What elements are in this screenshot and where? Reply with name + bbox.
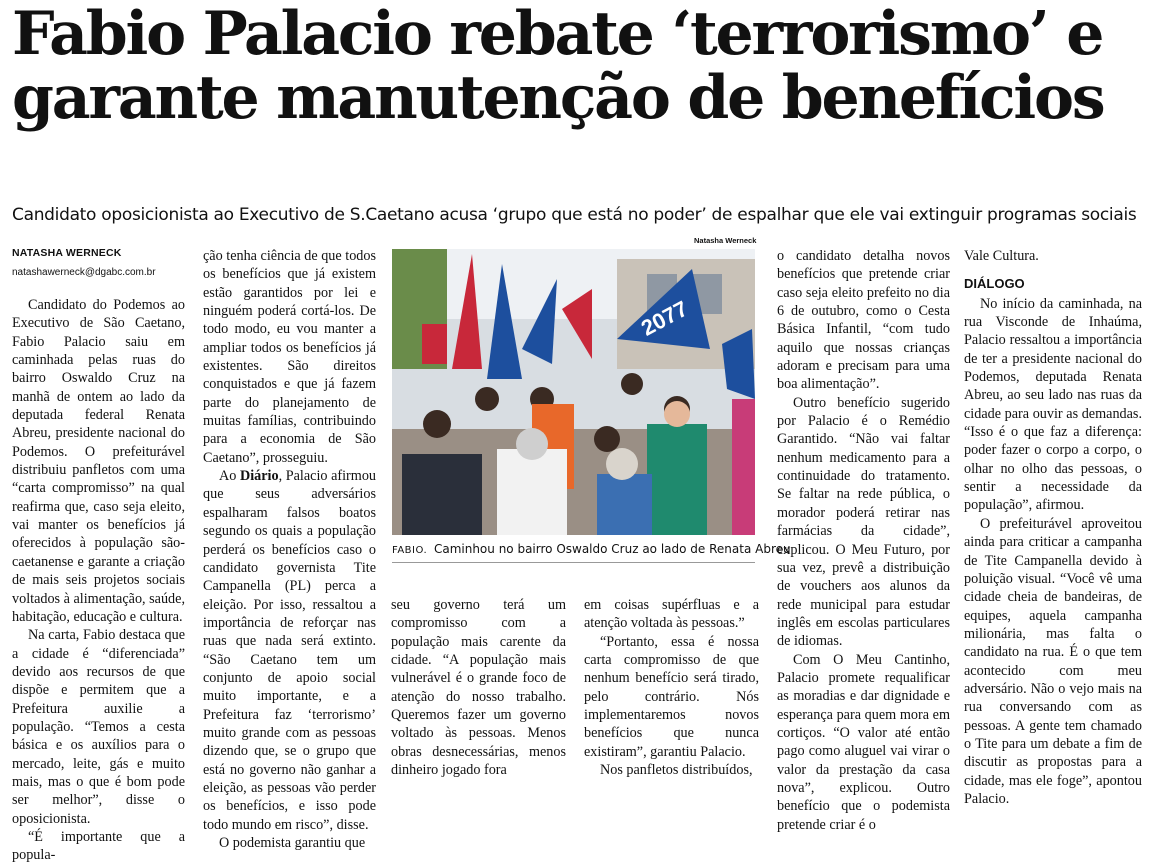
article-column-4	[584, 596, 759, 779]
paragraph: ção tenha ciência de que todos os benefícios que já existem estão garantidos por lei e ninguém poderá cortá-los. De todo modo, eu vou manter a ampliar todos os benefícios já existentes. São direitos conquistados e que já fazem parte do planejamento de muitas famílias, contribuindo para a economia de São Caetano”, prosseguiu.	[203, 248, 376, 466]
caption-text: Caminhou no bairro Oswaldo Cruz ao lado de Renata Abreu	[433, 542, 791, 556]
paragraph: No início da caminhada, na rua Visconde de Inhaúma, Palacio ressaltou a importância de ter a presidente nacional do Podemos, deputada Renata Abreu, ao seu lado nas ruas da cidade para ouvir as demandas. “Isso é o que faz a diferença: poder fazer o corpo a corpo, o olhar no olho das pessoas, o sentir a necessidade da população”, afirmou.	[964, 295, 1142, 514]
paragraph: Com O Meu Cantinho, Palacio promete requalificar as moradias e dar dignidade e esperança para quem mora em cortiços. “O valor até então pago como aluguel vai virar o valor da prestação da casa nova”, explicou. Outro benefício que o podemista pretende criar é o	[777, 651, 950, 833]
headline-line-1: Fabio Palacio rebate ‘terrorismo’ e	[12, 0, 1103, 69]
article-column-1	[12, 296, 185, 864]
paragraph: Outro benefício sugerido por Palacio é o Remédio Garantido. “Não vai faltar nenhum medicamento para a continuidade do tratamento. Se faltar na rede pública, o morador poderá retirar nas farmácias da cidade”, explicou. O Meu Futuro, por sua vez, prevê a distribuição de vouchers aos alunos da rede municipal para estudar inglês em escolas particulares de idiomas.	[777, 394, 950, 650]
newspaper-name: Diário	[239, 468, 279, 485]
paragraph: em coisas supérfluas e a atenção voltada às pessoas.”	[584, 597, 759, 632]
author-name: NATASHA WERNECK	[12, 247, 122, 259]
photo-caption	[392, 541, 791, 559]
campaign-photo	[392, 249, 755, 535]
paragraph: Candidato do Podemos ao Executivo de São Caetano, Fabio Palacio saiu em caminhada pelas ruas do bairro Oswaldo Cruz na manhã de ontem ao lado da deputada federal Renata Abreu, presidente nacional do Podemos. O prefeiturável distribuiu panfletos com uma “carta compromisso” na qual reafirma que, caso seja eleito, vai manter os benefícios já oferecidos à população são-caetanense e garante a criação de mais seis projetos sociais voltados à alimentação, saúde, habitação, educação e cultura.	[12, 297, 185, 625]
paragraph: O podemista garantiu que	[219, 835, 366, 851]
paragraph: Vale Cultura.	[964, 248, 1039, 264]
paragraph: Nos panfletos distribuídos,	[600, 762, 753, 779]
paragraph	[203, 467, 376, 834]
article-column-2	[203, 247, 377, 851]
paragraph: “É importante que a popula-	[12, 828, 185, 864]
photo-credit: Natasha Werneck	[694, 236, 757, 245]
article-column-5	[777, 247, 950, 833]
author-email[interactable]: natashawerneck@dgabc.com.br	[12, 267, 156, 278]
section-heading: DIÁLOGO	[964, 276, 1025, 292]
paragraph: o candidato detalha novos benefícios que pretende criar caso seja eleito prefeito no dia 6 de outubro, como o Cesta Básica Infantil, “com tudo aquilo que nossas crianças adoram e precisam para uma boa alimentação”.	[777, 248, 950, 393]
campaign-photo-illustration	[392, 249, 755, 535]
caption-divider	[392, 562, 755, 563]
text: Ao	[219, 468, 237, 485]
caption-credit: FABIO.	[392, 545, 428, 556]
article-column-6	[964, 247, 1142, 807]
paragraph: “Portanto, essa é nossa carta compromisso de que nenhum benefício será tirado, pelo contrário. Nós implementaremos novos benefícios que nunca existiram”, garantiu Palacio.	[584, 633, 759, 760]
subheadline: Candidato oposicionista ao Executivo de S.Caetano acusa ‘grupo que está no poder’ de espalhar que ele vai extinguir programas sociais	[12, 205, 1137, 225]
headline-line-2: garante manutenção de benefícios	[12, 63, 1104, 133]
paragraph: O prefeiturável aproveitou ainda para criticar a campanha de Tite Campanella devido à poluição visual. “Você vê uma cidade cheia de bandeiras, de equipes, aquela campanha milionária, mas falta o candidato na rua. É o que tem acontecido com meu adversário. Não o vejo mais na rua conversando com as pessoas. A gente tem chamado o Tite para um debate a fim de discutir as propostas para a cidade, mas ele foge”, apontou Palacio.	[964, 515, 1142, 807]
article-column-3	[391, 596, 566, 779]
text: , Palacio afirmou que seus adversários espalharam falsos boatos segundo os quais a população perderá os benefícios caso o candidato governista Tite Campanella (PL) perca a eleição. Por isso, ressaltou a importância de reforçar nas ruas que nada será extinto. “São Caetano tem um conjunto de apoio social muito importante, e a Prefeitura faz ‘terrorismo’ muito grande com as pessoas dizendo que, se o grupo que está no governo não ganhar a eleição, as pessoas vão perder os benefícios, e isso pode todo mundo em risco”, disse.	[203, 468, 377, 833]
paragraph: Na carta, Fabio destaca que a cidade é “diferenciada” devido aos recursos de que dispõe e permitem que a Prefeitura auxilie a população. “Temos a cesta básica e os auxílios para o mercado, leite, gás e muito mais, mas o que é bom pode ser melhor”, disse o oposicionista.	[12, 627, 185, 827]
flag-number: 2077	[636, 295, 692, 341]
headline	[12, 0, 1147, 133]
byline	[12, 247, 192, 278]
paragraph: seu governo terá um compromisso com a população mais carente da cidade. “A população mais vulnerável é o grande foco de atenção do nosso trabalho. Queremos fazer um governo voltado às pessoas. Menos obras desnecessárias, menos dinheiro jogado fora	[391, 597, 566, 779]
